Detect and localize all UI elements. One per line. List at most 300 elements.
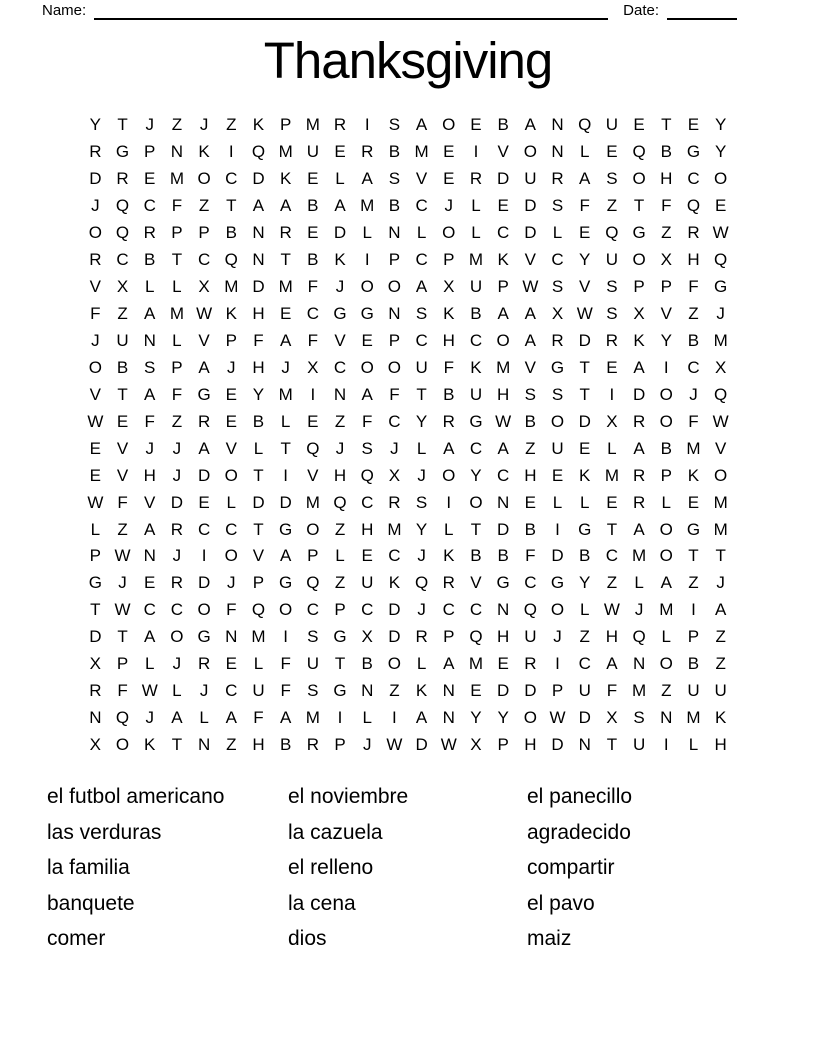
grid-letter: D	[388, 627, 401, 647]
grid-letter: A	[252, 196, 265, 216]
grid-letter: S	[551, 384, 564, 404]
grid-letter: O	[306, 519, 320, 539]
grid-letter: E	[579, 223, 591, 243]
grid-letter: X	[388, 465, 401, 485]
grid-letter: B	[144, 250, 156, 270]
grid-letter: Z	[525, 438, 536, 458]
grid-letter: I	[337, 708, 343, 728]
word-list-item: el pavo	[527, 891, 595, 915]
word-list	[0, 779, 816, 969]
grid-letter: C	[578, 654, 591, 674]
grid-letter: V	[497, 142, 509, 162]
grid-letter: N	[551, 142, 564, 162]
grid-letter: B	[443, 384, 455, 404]
grid-letter: Q	[632, 142, 646, 162]
grid-row	[82, 112, 735, 139]
grid-letter: W	[576, 304, 593, 324]
grid-letter: V	[524, 250, 537, 270]
grid-letter: T	[117, 115, 128, 135]
grid-letter: A	[361, 169, 373, 189]
grid-letter: R	[687, 223, 700, 243]
grid-letter: W	[712, 411, 729, 431]
grid-letter: A	[144, 384, 156, 404]
grid-letter: Q	[605, 223, 619, 243]
grid-letter: K	[334, 250, 346, 270]
grid-letter: T	[715, 546, 726, 566]
grid-letter: G	[197, 627, 211, 647]
grid-row	[82, 166, 735, 193]
grid-letter: E	[279, 304, 292, 324]
grid-letter: E	[470, 681, 482, 701]
grid-letter: P	[388, 330, 401, 350]
grid-letter: P	[551, 681, 564, 701]
page-title: Thanksgiving	[263, 32, 553, 89]
grid-row	[82, 462, 735, 489]
grid-letter: I	[392, 708, 397, 728]
grid-letter: I	[364, 250, 370, 270]
grid-letter: T	[226, 196, 237, 216]
grid-letter: D	[197, 573, 211, 593]
grid-letter: G	[333, 304, 347, 324]
word-list-item: el futbol americano	[47, 785, 225, 808]
grid-letter: J	[227, 573, 236, 593]
grid-letter: K	[443, 304, 455, 324]
grid-letter: N	[442, 681, 455, 701]
grid-letter: R	[333, 115, 347, 135]
grid-letter: M	[305, 492, 320, 512]
grid-letter: V	[307, 465, 319, 485]
grid-row	[82, 328, 735, 355]
grid-letter: F	[144, 411, 155, 431]
grid-letter: E	[579, 438, 591, 458]
grid-letter: A	[279, 196, 292, 216]
grid-letter: U	[306, 142, 319, 162]
grid-letter: A	[198, 438, 210, 458]
grid-row	[82, 543, 735, 570]
grid-letter: P	[660, 465, 672, 485]
grid-letter: T	[171, 735, 183, 755]
word-list-item: el relleno	[288, 856, 374, 880]
grid-letter: B	[579, 546, 591, 566]
grid-letter: W	[114, 546, 131, 566]
grid-letter: Q	[306, 573, 320, 593]
word-list-column	[527, 779, 632, 957]
grid-letter: U	[524, 627, 537, 647]
grid-letter: K	[388, 573, 401, 593]
grid-letter: Z	[117, 519, 128, 539]
grid-letter: D	[89, 169, 102, 189]
grid-letter: L	[552, 492, 563, 512]
grid-letter: A	[714, 600, 727, 620]
grid-letter: O	[659, 411, 673, 431]
grid-letter: T	[579, 384, 590, 404]
grid-letter: Q	[360, 465, 374, 485]
grid-letter: K	[144, 735, 156, 755]
grid-letter: T	[280, 250, 291, 270]
grid-letter: C	[415, 196, 428, 216]
grid-letter: J	[118, 573, 127, 593]
grid-row	[82, 435, 735, 462]
grid-letter: Z	[198, 196, 210, 216]
grid-letter: R	[170, 519, 184, 539]
grid-letter: C	[469, 438, 483, 458]
word-list-column	[47, 779, 224, 957]
grid-letter: E	[225, 654, 237, 674]
grid-letter: N	[143, 330, 156, 350]
grid-letter: L	[335, 169, 345, 189]
grid-letter: P	[116, 654, 129, 674]
grid-letter: S	[633, 708, 645, 728]
grid-letter: L	[144, 654, 155, 674]
grid-letter: Q	[251, 600, 266, 620]
grid-row	[82, 381, 735, 408]
grid-letter: X	[198, 277, 210, 297]
grid-letter: B	[279, 735, 292, 755]
grid-letter: A	[497, 438, 509, 458]
grid-letter: L	[335, 546, 345, 566]
grid-letter: B	[307, 250, 319, 270]
grid-letter: L	[471, 223, 481, 243]
grid-letter: Z	[389, 681, 400, 701]
grid-letter: F	[117, 681, 128, 701]
grid-letter: Y	[89, 115, 102, 135]
grid-letter: Z	[171, 115, 183, 135]
grid-letter: S	[524, 384, 537, 404]
grid-letter: J	[716, 304, 725, 324]
grid-letter: S	[415, 492, 428, 512]
grid-letter: E	[551, 465, 564, 485]
grid-letter: R	[442, 411, 455, 431]
grid-letter: K	[415, 681, 428, 701]
grid-letter: L	[634, 573, 644, 593]
grid-letter: W	[114, 600, 131, 620]
grid-letter: U	[632, 735, 646, 755]
grid-letter: I	[283, 465, 289, 485]
grid-letter: J	[172, 465, 182, 485]
grid-letter: O	[197, 600, 211, 620]
grid-letter: E	[225, 411, 237, 431]
grid-letter: A	[524, 115, 537, 135]
grid-letter: Z	[715, 654, 726, 674]
grid-letter: Z	[715, 627, 726, 647]
grid-letter: E	[334, 142, 346, 162]
grid-letter: E	[144, 169, 156, 189]
grid-letter: G	[333, 681, 347, 701]
grid-letter: S	[144, 357, 156, 377]
grid-letter: E	[633, 115, 645, 135]
grid-letter: A	[279, 708, 292, 728]
grid-row	[82, 274, 735, 301]
grid-letter: I	[201, 546, 207, 566]
grid-letter: C	[143, 196, 156, 216]
grid-letter: M	[305, 708, 320, 728]
grid-letter: C	[306, 600, 319, 620]
grid-letter: E	[198, 492, 210, 512]
grid-letter: R	[632, 465, 646, 485]
grid-letter: Q	[115, 708, 130, 728]
grid-letter: J	[145, 115, 154, 135]
grid-letter: P	[171, 223, 183, 243]
grid-letter: P	[198, 223, 210, 243]
grid-letter: Y	[415, 519, 428, 539]
grid-row	[82, 705, 735, 732]
grid-letter: A	[633, 357, 645, 377]
grid-letter: O	[387, 357, 402, 377]
word-list-item: el noviembre	[288, 785, 409, 808]
grid-letter: A	[524, 330, 537, 350]
grid-letter: S	[361, 438, 373, 458]
grid-letter: P	[633, 277, 645, 297]
grid-letter: Y	[714, 142, 727, 162]
grid-letter: P	[279, 115, 292, 135]
grid-letter: E	[497, 196, 509, 216]
grid-letter: Q	[578, 115, 592, 135]
grid-letter: L	[90, 519, 101, 539]
grid-letter: B	[470, 304, 482, 324]
grid-letter: P	[687, 627, 700, 647]
grid-letter: R	[89, 142, 102, 162]
grid-letter: R	[116, 169, 129, 189]
grid-letter: N	[442, 708, 455, 728]
grid-letter: Q	[632, 627, 646, 647]
grid-letter: Y	[497, 708, 509, 728]
grid-row	[82, 193, 735, 220]
grid-letter: L	[172, 277, 182, 297]
grid-letter: F	[117, 492, 128, 512]
grid-letter: D	[578, 330, 591, 350]
grid-letter: N	[252, 250, 265, 270]
grid-letter: Q	[714, 250, 728, 270]
grid-letter: Y	[579, 250, 591, 270]
grid-letter: W	[712, 223, 729, 243]
grid-letter: X	[551, 304, 564, 324]
grid-letter: A	[144, 519, 156, 539]
grid-letter: Z	[334, 411, 346, 431]
grid-letter: W	[141, 681, 158, 701]
grid-letter: Y	[579, 573, 591, 593]
grid-letter: U	[469, 384, 483, 404]
grid-letter: W	[495, 411, 512, 431]
grid-letter: N	[170, 142, 184, 162]
grid-letter: F	[253, 708, 264, 728]
grid-letter: M	[713, 519, 728, 539]
grid-letter: V	[415, 169, 428, 189]
grid-letter: D	[578, 708, 591, 728]
grid-letter: C	[225, 681, 238, 701]
grid-letter: F	[443, 357, 454, 377]
grid-letter: N	[89, 708, 102, 728]
grid-letter: K	[579, 465, 591, 485]
grid-letter: E	[606, 492, 618, 512]
grid-letter: F	[307, 330, 319, 350]
date-label: Date:	[623, 2, 659, 19]
grid-letter: F	[389, 384, 400, 404]
grid-letter: O	[387, 277, 402, 297]
grid-letter: G	[197, 384, 211, 404]
grid-letter: T	[470, 519, 482, 539]
word-list-item: maiz	[527, 927, 572, 951]
grid-letter: O	[659, 384, 673, 404]
grid-letter: F	[280, 681, 291, 701]
grid-letter: E	[470, 115, 482, 135]
grid-letter: C	[469, 600, 483, 620]
grid-letter: N	[497, 492, 510, 512]
grid-letter: D	[89, 627, 102, 647]
grid-row	[82, 651, 735, 678]
grid-letter: H	[333, 465, 347, 485]
grid-letter: P	[89, 546, 102, 566]
grid-letter: D	[333, 223, 347, 243]
grid-letter: J	[335, 438, 345, 458]
grid-letter: H	[497, 627, 510, 647]
grid-letter: M	[604, 465, 619, 485]
grid-letter: W	[603, 600, 620, 620]
grid-letter: L	[552, 223, 563, 243]
grid-letter: Z	[334, 519, 346, 539]
grid-letter: Z	[171, 411, 183, 431]
grid-letter: Z	[226, 735, 237, 755]
grid-letter: C	[225, 169, 238, 189]
grid-letter: B	[470, 546, 482, 566]
word-list-item: banquete	[47, 891, 135, 915]
grid-letter: G	[496, 573, 510, 593]
grid-letter: D	[497, 519, 510, 539]
grid-letter: M	[360, 196, 375, 216]
grid-letter: D	[252, 492, 265, 512]
grid-letter: R	[415, 627, 428, 647]
grid-letter: Z	[688, 304, 699, 324]
grid-letter: U	[605, 115, 619, 135]
grid-letter: R	[143, 223, 156, 243]
grid-letter: Z	[688, 573, 699, 593]
grid-letter: G	[115, 142, 130, 162]
grid-letter: C	[197, 250, 211, 270]
grid-letter: K	[714, 708, 727, 728]
grid-letter: C	[442, 600, 455, 620]
grid-letter: L	[416, 223, 427, 243]
grid-letter: K	[225, 304, 237, 324]
grid-letter: K	[633, 330, 645, 350]
grid-letter: T	[633, 196, 645, 216]
grid-letter: Y	[714, 115, 727, 135]
grid-letter: Z	[117, 304, 128, 324]
grid-letter: K	[497, 250, 509, 270]
grid-letter: I	[555, 654, 560, 674]
grid-letter: H	[660, 169, 673, 189]
grid-letter: U	[714, 681, 727, 701]
grid-letter: V	[252, 546, 265, 566]
grid-letter: M	[278, 142, 293, 162]
grid-letter: F	[253, 330, 264, 350]
grid-letter: O	[115, 735, 130, 755]
grid-letter: L	[444, 519, 454, 539]
grid-letter: U	[469, 277, 483, 297]
grid-letter: E	[144, 573, 156, 593]
grid-letter: E	[89, 438, 102, 458]
grid-letter: B	[524, 411, 537, 431]
word-list-item: las verduras	[47, 820, 162, 844]
grid-letter: Y	[470, 708, 482, 728]
header	[42, 2, 737, 20]
grid-letter: C	[197, 519, 211, 539]
grid-letter: L	[362, 223, 372, 243]
grid-letter: P	[388, 250, 401, 270]
grid-letter: M	[278, 384, 293, 404]
grid-letter: I	[663, 357, 669, 377]
grid-letter: Q	[414, 573, 429, 593]
grid-letter: D	[551, 546, 564, 566]
grid-letter: O	[550, 600, 565, 620]
grid-letter: R	[469, 169, 483, 189]
grid-letter: C	[469, 330, 483, 350]
grid-letter: E	[307, 223, 319, 243]
grid-letter: S	[415, 304, 428, 324]
grid-letter: I	[609, 384, 615, 404]
grid-letter: R	[197, 654, 211, 674]
grid-letter: G	[279, 573, 293, 593]
grid-letter: Z	[606, 196, 618, 216]
grid-letter: X	[89, 735, 102, 755]
grid-letter: P	[497, 735, 509, 755]
grid-letter: T	[416, 384, 427, 404]
grid-letter: M	[224, 277, 239, 297]
grid-letter: T	[253, 519, 264, 539]
grid-letter: O	[496, 330, 510, 350]
grid-letter: X	[443, 277, 455, 297]
grid-letter: F	[661, 196, 672, 216]
grid-letter: D	[551, 735, 564, 755]
grid-letter: J	[390, 438, 399, 458]
word-search-grid	[82, 112, 735, 759]
grid-letter: F	[688, 277, 699, 297]
grid-letter: R	[170, 573, 184, 593]
grid-letter: A	[198, 357, 210, 377]
grid-letter: U	[551, 438, 564, 458]
grid-letter: I	[691, 600, 696, 620]
grid-letter: O	[197, 169, 211, 189]
grid-row	[82, 597, 735, 624]
grid-letter: N	[197, 735, 211, 755]
grid-letter: R	[279, 223, 292, 243]
grid-letter: C	[497, 465, 510, 485]
grid-letter: O	[523, 142, 537, 162]
grid-letter: M	[713, 330, 728, 350]
grid-letter: C	[687, 169, 700, 189]
grid-letter: E	[606, 142, 618, 162]
grid-letter: L	[362, 708, 372, 728]
grid-letter: L	[199, 708, 209, 728]
grid-letter: F	[688, 411, 699, 431]
grid-letter: J	[553, 627, 562, 647]
grid-letter: D	[197, 465, 211, 485]
grid-letter: J	[172, 546, 182, 566]
grid-letter: Q	[714, 384, 728, 404]
grid-letter: N	[660, 708, 673, 728]
grid-letter: E	[361, 330, 373, 350]
grid-letter: X	[470, 735, 482, 755]
grid-letter: V	[89, 277, 102, 297]
grid-letter: V	[89, 384, 102, 404]
grid-letter: O	[523, 708, 537, 728]
grid-letter: T	[579, 357, 590, 377]
grid-letter: B	[660, 142, 672, 162]
grid-letter: Q	[333, 492, 347, 512]
grid-letter: N	[361, 681, 374, 701]
grid-letter: X	[606, 411, 618, 431]
grid-letter: I	[555, 519, 560, 539]
grid-letter: B	[524, 519, 537, 539]
grid-letter: E	[89, 465, 102, 485]
